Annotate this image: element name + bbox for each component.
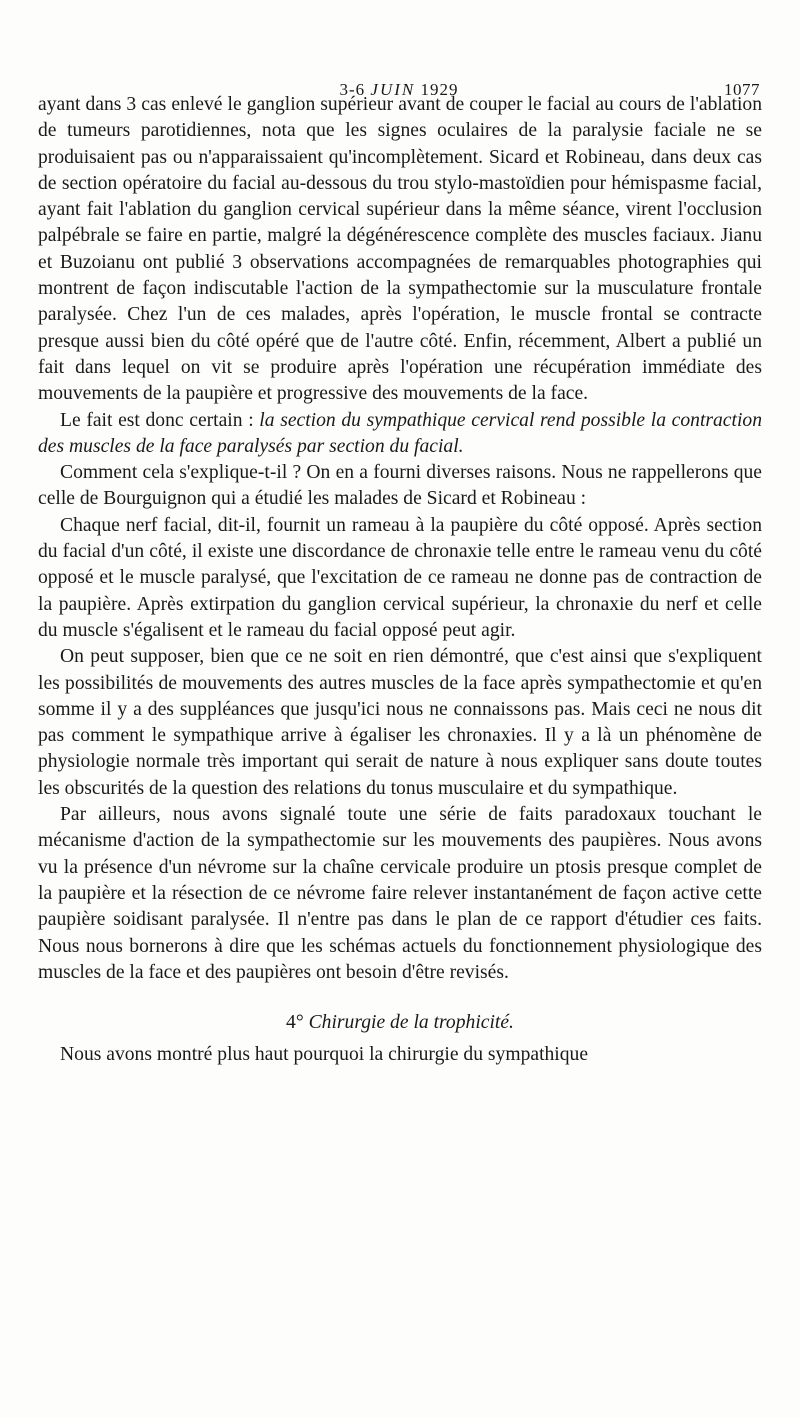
paragraph-3: Comment cela s'explique-t-il ? On en a fourni diverses raisons. Nous ne rappellerons que celle de Bourguignon qui a étudié les malades de Sicard et Robineau : [38,462,762,510]
issue-date-year: 1929 [420,80,459,99]
paragraph-7: Nous avons montré plus haut pourquoi la chirurgie du sympathique [60,1044,589,1066]
paragraph-1: ayant dans 3 cas enlevé le ganglion supérieur avant de couper le facial au cours de l'ablation de tumeurs parotidiennes, nota que les signes oculaires de la paralysie faciale ne se produisaient pas ou n'apparaissaient qu'incomplètement. Sicard et Robineau, dans deux cas de section opératoire du facial au-dessous du trou stylo-mastoïdien pour hémispasme facial, ayant fait l'ablation du ganglion cervical supérieur dans la même séance, virent l'occlusion palpébrale se faire en partie, malgré la dégénérescence complète des muscles faciaux. Jianu et Buzoianu ont publié 3 observations accompagnées de remarquables photographies qui montrent de façon indiscutable l'action de la sympathectomie sur la musculature frontale paralysée. Chez l'un de ces malades, après l'opération, le muscle frontal se contracte presque aussi bien du côté opéré que de l'autre côté. Enfin, récemment, Albert a publié un fait dans lequel on vit se produire après l'opération une récupération immédiate des mouvements de la paupière et progressive des mouvements de la face. [38,94,762,405]
paragraph-6: Par ailleurs, nous avons signalé toute une série de faits paradoxaux touchant le mécanisme d'action de la sympathectomie sur les mouvements des paupières. Nous avons vu la présence d'un névrome sur la chaîne cervicale produire un ptosis presque complet de la paupière et la résection de ce névrome faire relever instantanément de façon active cette paupière soidisant paralysée. Il n'entre pas dans le plan de ce rapport d'étudier ces faits. Nous nous bornerons à dire que les schémas actuels du fonctionnement physiologique des muscles de la face et des paupières ont besoin d'être revisés. [38,804,762,983]
paragraph-4: Chaque nerf facial, dit-il, fournit un rameau à la paupière du côté opposé. Après section du facial d'un côté, il existe une discordance de chronaxie telle entre le rameau venu du côté opposé et le muscle paralysé, que l'excitation de ce rameau ne donne pas de contraction de la paupière. Après extirpation du ganglion cervical supérieur, la chronaxie du nerf et celle du muscle s'égalisent et le rameau du facial opposé peut agir. [38,514,762,641]
paragraph-2-emphasis: la section du sympathique cervical rend possible la contraction des muscles de la face paralysés par section du facial. [38,409,762,457]
body-text [38,92,762,1069]
paragraph-5: On peut supposer, bien que ce ne soit en rien démontré, que c'est ainsi que s'expliquent les possibilités de mouvements des autres muscles de la face après sympathectomie et qu'en somme il y a des suppléances que jusqu'ici nous ne connaissons pas. Mais ceci ne nous dit pas comment le sympathique arrive à égaliser les chronaxies. Il y a là un phénomène de physiologie normale très important qui serait de nature à nous expliquer sans doute toutes les obscurités de la question des relations du tonus musculaire et du sympathique. [38,646,762,799]
paragraph-2 [38,408,762,461]
section-title: Chirurgie de la trophicité. [308,1012,514,1034]
issue-date-day: 3-6 [339,80,366,99]
page-number: 1077 [724,80,760,99]
section-heading [38,1010,762,1036]
section-number: 4° [286,1012,304,1034]
issue-date-month: JUIN [370,80,416,99]
paragraph-2-lead: Le fait est donc certain : [60,409,260,431]
